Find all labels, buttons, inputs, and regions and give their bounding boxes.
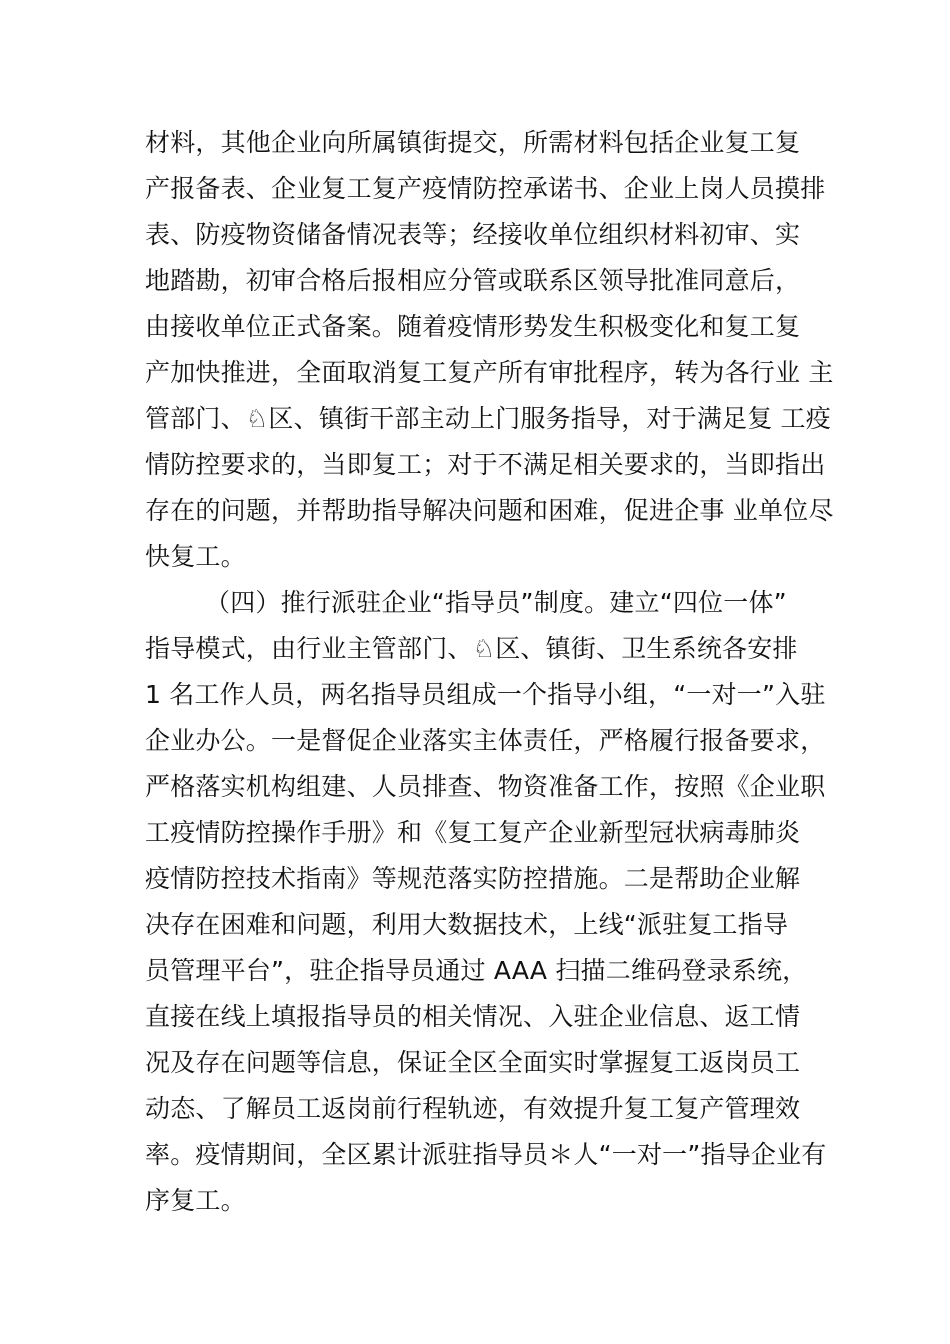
text-line-10: 快复工。 bbox=[145, 542, 246, 571]
text-line-14: 企业办公。一是督促企业落实主体责任，严格履行报备要求， bbox=[145, 726, 826, 755]
text-line-18: 决存在困难和问题，利用大数据技术，上线“派驻复工指导 bbox=[145, 910, 789, 939]
section-heading-line: （四）推行派驻企业“指导员”制度。建立“四位一体” bbox=[205, 588, 787, 617]
text-line-3: 表、防疫物资储备情况表等；经接收单位组织材料初审、实 bbox=[145, 220, 801, 249]
text-line-22: 动态、了解员工返岗前行程轨迹，有效提升复工复产管理效 bbox=[145, 1094, 801, 1123]
text-line-23: 率。疫情期间，全区累计派驻指导员＊人“一对一”指导企业有 bbox=[145, 1140, 827, 1169]
text-line-19: 员管理平台”，驻企指导员通过 AAA 扫描二维码登录系统， bbox=[145, 956, 808, 985]
text-line-17: 疫情防控技术指南》等规范落实防控措施。二是帮助企业解 bbox=[145, 864, 801, 893]
text-line-5: 由接收单位正式备案。随着疫情形势发生积极变化和复工复 bbox=[145, 312, 801, 341]
text-line-8: 情防控要求的，当即复工；对于不满足相关要求的，当即指出 bbox=[145, 450, 826, 479]
text-line-6: 产加快推进，全面取消复工复产所有审批程序，转为各行业 主 bbox=[145, 358, 834, 387]
text-line-24: 序复工。 bbox=[145, 1186, 246, 1215]
text-line-15: 严格落实机构组建、人员排查、物资准备工作，按照《企业职 bbox=[145, 772, 826, 801]
text-line-1: 材料，其他企业向所属镇街提交，所需材料包括企业复工复 bbox=[145, 128, 801, 157]
text-line-2: 产报备表、企业复工复产疫情防控承诺书、企业上岗人员摸排 bbox=[145, 174, 826, 203]
text-line-9: 存在的问题，并帮助指导解决问题和困难，促进企事 业单位尽 bbox=[145, 496, 834, 525]
text-line-4: 地踏勘，初审合格后报相应分管或联系区领导批准同意后， bbox=[145, 266, 801, 295]
text-line-13: 1 名工作人员，两名指导员组成一个指导小组，“一对一”入驻 bbox=[145, 680, 826, 709]
text-line-20: 直接在线上填报指导员的相关情况、入驻企业信息、返工情 bbox=[145, 1002, 801, 1031]
text-line-12: 指导模式，由行业主管部门、♘区、镇街、卫生系统各安排 bbox=[145, 634, 798, 663]
text-line-21: 况及存在问题等信息，保证全区全面实时掌握复工返岗员工 bbox=[145, 1048, 801, 1077]
text-line-16: 工疫情防控操作手册》和《复工复产企业新型冠状病毒肺炎 bbox=[145, 818, 801, 847]
text-line-7: 管部门、♘区、镇街干部主动上门服务指导，对于满足复 工疫 bbox=[145, 404, 831, 433]
